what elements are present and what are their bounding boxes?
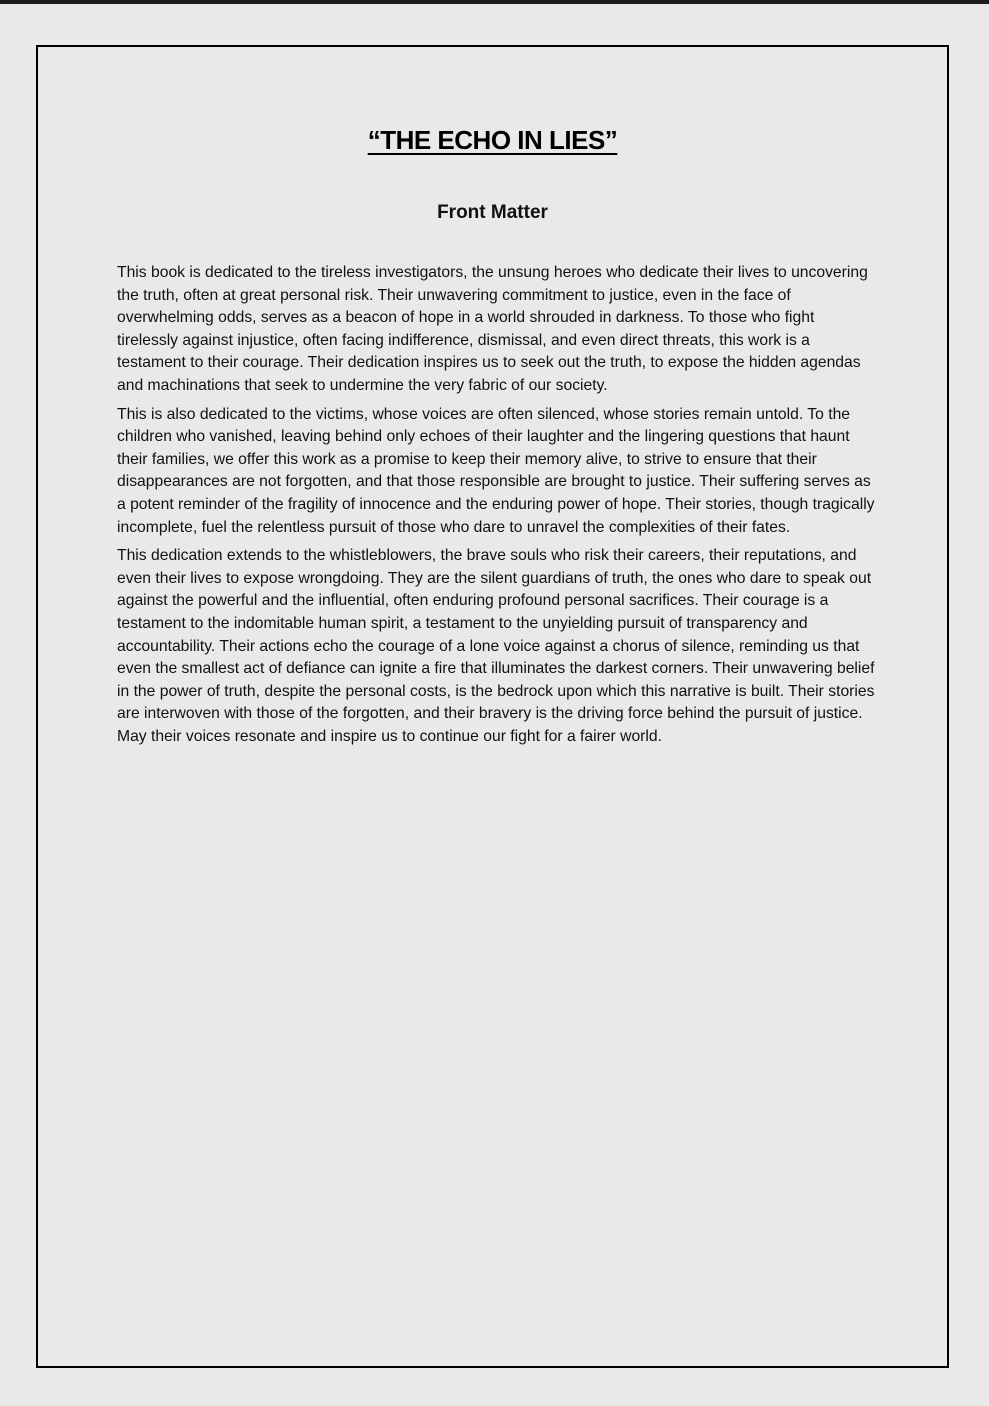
section-heading: Front Matter (437, 202, 548, 223)
dedication-body (117, 262, 877, 754)
book-title: “THE ECHO IN LIES” (367, 125, 618, 155)
paragraph: This is also dedicated to the victims, whose voices are often silenced, whose stories remain untold. To the children who vanished, leaving behind only echoes of their laughter and the lingering questions that haunt their families, we offer this work as a promise to keep their memory alive, to strive to ensure that their disappearances are not forgotten, and that those responsible are brought to justice. Their suffering serves as a potent reminder of the fragility of innocence and the enduring power of hope. Their stories, though tragically incomplete, fuel the relentless pursuit of those who dare to unravel the complexities of their fates. (117, 405, 875, 536)
paragraph: This dedication extends to the whistleblowers, the brave souls who risk their careers, their reputations, and even their lives to expose wrongdoing. They are the silent guardians of truth, the ones who dare to speak out against the powerful and the influential, often enduring profound personal sacrifices. Their courage is a testament to the indomitable human spirit, a testament to the unyielding pursuit of transparency and accountability. Their actions echo the courage of a lone voice against a chorus of silence, reminding us that even the smallest act of defiance can ignite a fire that illuminates the darkest corners. Their unwavering belief in the power of truth, despite the personal costs, is the bedrock upon which this narrative is built. Their stories are interwoven with those of the forgotten, and their bravery is the driving force behind the pursuit of justice. May their voices resonate and inspire us to continue our fight for a fairer world. (117, 547, 875, 745)
top-edge-bar (0, 0, 989, 4)
paragraph: This book is dedicated to the tireless investigators, the unsung heroes who dedicate their lives to uncovering the truth, often at great personal risk. Their unwavering commitment to justice, even in the face of overwhelming odds, serves as a beacon of hope in a world shrouded in darkness. To those who fight tirelessly against injustice, often facing indifference, dismissal, and even direct threats, this work is a testament to their courage. Their dedication inspires us to seek out the truth, to expose the hidden agendas and machinations that seek to undermine the very fabric of our society. (117, 264, 868, 394)
page-border (36, 45, 949, 1368)
